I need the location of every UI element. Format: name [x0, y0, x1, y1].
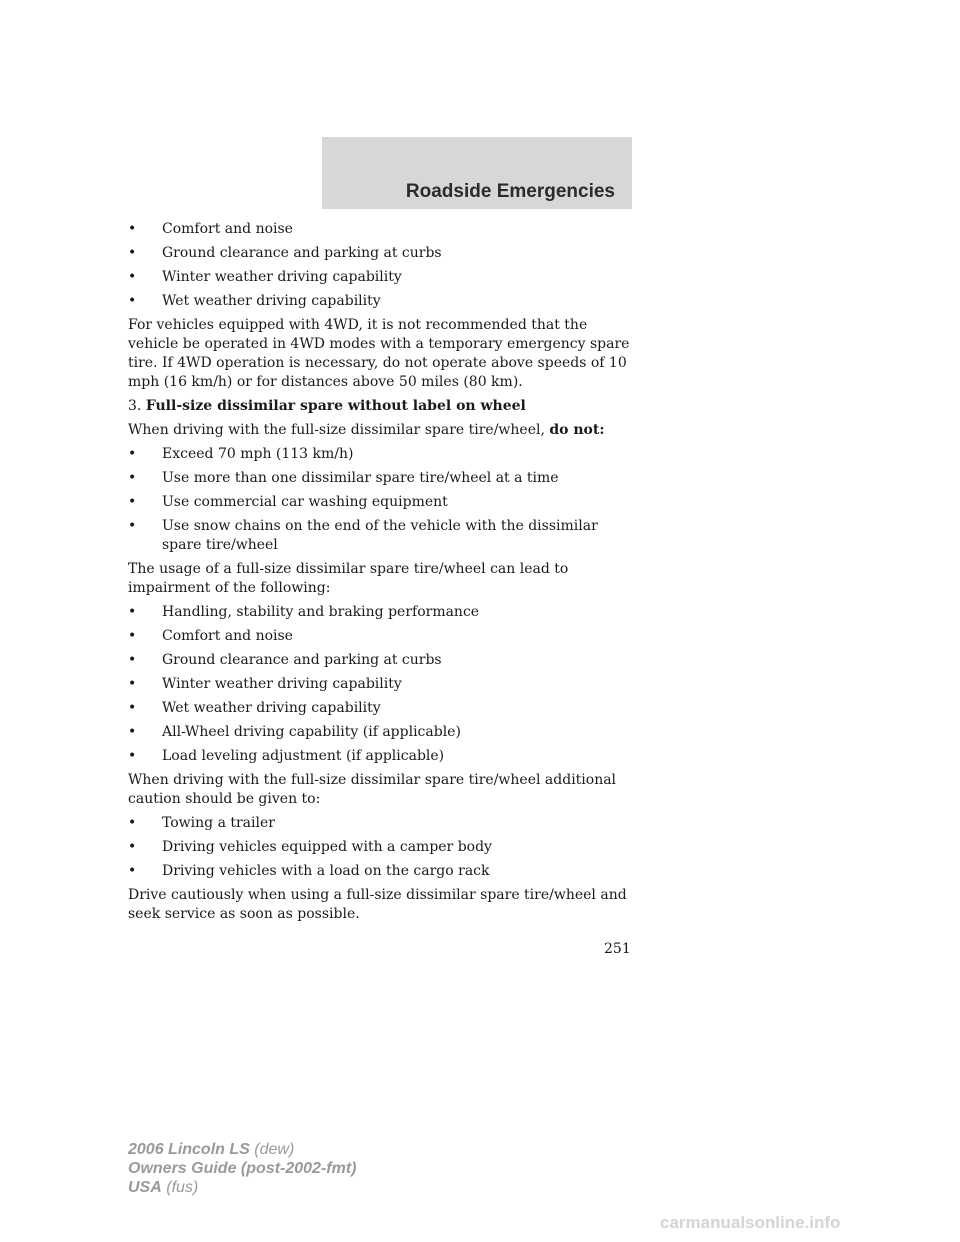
list-item — [128, 244, 638, 263]
list-item — [128, 723, 638, 742]
bullet-icon: • — [128, 676, 137, 692]
list-item-text: Driving vehicles with a load on the cargo rack — [162, 863, 490, 879]
bullet-icon: • — [128, 604, 137, 620]
footer-model: 2006 Lincoln LS — [128, 1141, 250, 1158]
footer-region-code: (fus) — [166, 1179, 199, 1196]
list-item — [128, 627, 638, 646]
footer-model-code: (dew) — [254, 1141, 295, 1158]
bullet-icon: • — [128, 470, 137, 486]
bullet-icon: • — [128, 815, 137, 831]
list-item-text: Use commercial car washing equipment — [162, 494, 448, 510]
list-item-text: Wet weather driving capability — [162, 700, 381, 716]
list-item — [128, 603, 638, 622]
list-item — [128, 292, 638, 311]
bullet-icon: • — [128, 700, 137, 716]
paragraph-driving-text: When driving with the full-size dissimilar spare tire/wheel, — [128, 422, 550, 438]
bullet-icon: • — [128, 245, 137, 261]
bullet-icon: • — [128, 863, 137, 879]
list-item — [128, 699, 638, 718]
list-item — [128, 445, 638, 464]
bullet-icon: • — [128, 628, 137, 644]
list-item — [128, 651, 638, 670]
list-item-text: Load leveling adjustment (if applicable) — [162, 748, 445, 764]
bullet-icon: • — [128, 518, 137, 534]
list-item — [128, 747, 638, 766]
site-watermark: carmanualsonline.info — [660, 1213, 841, 1232]
section-header-band — [322, 137, 632, 209]
paragraph-4wd: For vehicles equipped with 4WD, it is not recommended that the vehicle be operated in 4WD modes with a temporary emergency spare tire. If 4WD operation is necessary, do not operate above speeds of 10 mph (16 km/h) or for distances above 50 miles (80 km). — [128, 317, 630, 390]
footer-region: USA — [128, 1179, 162, 1196]
list-item-text: All-Wheel driving capability (if applicable) — [162, 724, 461, 740]
page-number: 251 — [604, 941, 631, 957]
list-item — [128, 220, 638, 239]
list-item-text: Use snow chains on the end of the vehicle with the dissimilar spare tire/wheel — [162, 518, 598, 553]
list-item-text: Ground clearance and parking at curbs — [162, 245, 442, 261]
list-item-text: Winter weather driving capability — [162, 269, 402, 285]
list-item — [128, 838, 638, 857]
page-content — [128, 220, 638, 929]
list-item-text: Handling, stability and braking performance — [162, 604, 480, 620]
paragraph-final: Drive cautiously when using a full-size dissimilar spare tire/wheel and seek service as soon as possible. — [128, 887, 627, 922]
bullet-icon: • — [128, 748, 137, 764]
list-item — [128, 814, 638, 833]
footer-line-1 — [128, 1140, 356, 1159]
bullet-icon: • — [128, 494, 137, 510]
item-title: Full-size dissimilar spare without label on wheel — [145, 398, 526, 414]
bullet-icon: • — [128, 221, 137, 237]
bullet-icon: • — [128, 293, 137, 309]
list-item-text: Towing a trailer — [162, 815, 275, 831]
section-title: Roadside Emergencies — [405, 181, 615, 202]
paragraph-usage: The usage of a full-size dissimilar spare tire/wheel can lead to impairment of the following: — [128, 561, 569, 596]
list-item — [128, 675, 638, 694]
footer-line-2: Owners Guide (post-2002-fmt) — [128, 1160, 357, 1177]
bullet-icon: • — [128, 269, 137, 285]
bullet-icon: • — [128, 652, 137, 668]
bullet-icon: • — [128, 724, 137, 740]
document-footer — [128, 1140, 356, 1197]
list-item-text: Ground clearance and parking at curbs — [162, 652, 442, 668]
list-item-text: Use more than one dissimilar spare tire/wheel at a time — [162, 470, 559, 486]
list-item-text: Exceed 70 mph (113 km/h) — [162, 446, 354, 462]
list-item-text: Winter weather driving capability — [162, 676, 402, 692]
footer-line-3 — [128, 1178, 356, 1197]
list-item-text: Comfort and noise — [162, 221, 293, 237]
list-item — [128, 268, 638, 287]
bullet-icon: • — [128, 446, 137, 462]
bullet-icon: • — [128, 839, 137, 855]
item-number: 3. — [128, 398, 142, 414]
list-item-text: Comfort and noise — [162, 628, 293, 644]
list-item-text: Wet weather driving capability — [162, 293, 381, 309]
list-item — [128, 517, 638, 555]
paragraph-driving — [128, 421, 638, 440]
list-item — [128, 862, 638, 881]
paragraph-driving-emphasis: do not: — [549, 422, 605, 438]
list-item — [128, 493, 638, 512]
list-item — [128, 469, 638, 488]
numbered-heading — [128, 397, 638, 416]
list-item-text: Driving vehicles equipped with a camper body — [162, 839, 492, 855]
paragraph-caution: When driving with the full-size dissimilar spare tire/wheel additional caution should be given to: — [128, 772, 617, 807]
